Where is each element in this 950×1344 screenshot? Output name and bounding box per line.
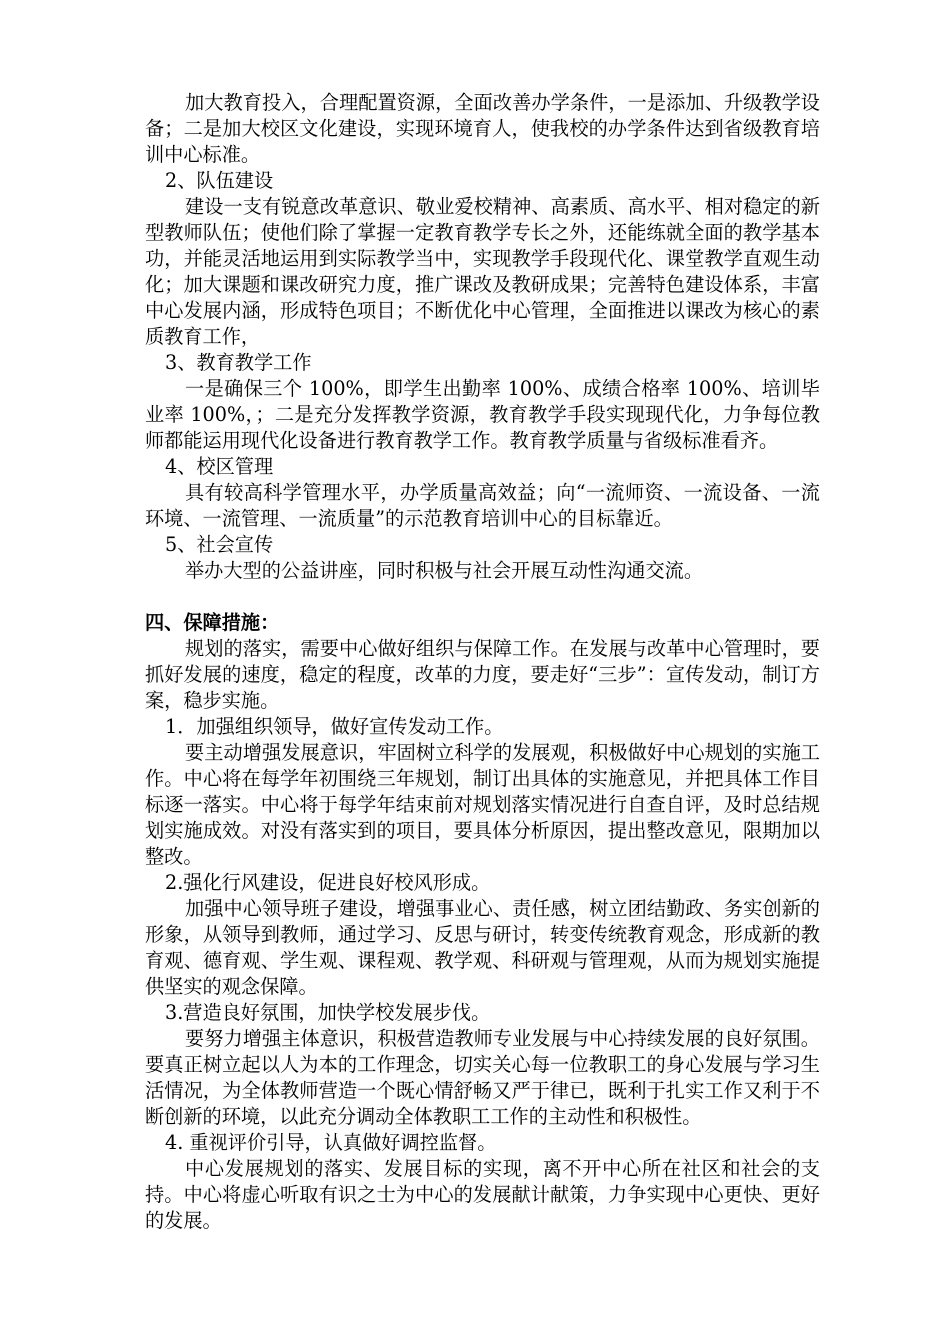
body-paragraph: 要主动增强发展意识，牢固树立科学的发展观，积极做好中心规划的实施工作。中心将在每学年初围绕三年规划，制订出具体的实施意见，并把具体工作目标逐一落实。中心将于每学年结束前对规划落实情况进行自查自评，及时总结规划实施成效。对没有落实到的项目，要具体分析原因，提出整改意见，限期加以整改。 [145,741,820,868]
body-paragraph: 具有较高科学管理水平，办学质量高效益；向“一流师资、一流设备、一流环境、一流管理、一流质量”的示范教育培训中心的目标靠近。 [145,481,820,530]
body-paragraph: 建设一支有锐意改革意识、敬业爱校精神、高素质、高水平、相对稳定的新型教师队伍；使他们除了掌握一定教育教学专长之外，还能练就全面的教学基本功，并能灵活地运用到实际教学当中，实现教学手段现代化、课堂教学直观生动化；加大课题和课改研究力度，推广课改及教研成果；完善特色建设体系，丰富中心发展内涵，形成特色项目；不断优化中心管理，全面推进以课改为核心的素质教育工作， [145,195,820,348]
subsection-heading: 3、教育教学工作 [165,351,312,374]
subsection-heading: 5、社会宣传 [165,533,274,556]
document-body [145,90,820,1234]
body-paragraph: 举办大型的公益讲座，同时积极与社会开展互动性沟通交流。 [185,559,704,582]
body-paragraph: 一是确保三个 100%，即学生出勤率 100%、成绩合格率 100%、培训毕业率 100%，；二是充分发挥教学资源，教育教学手段实现现代化，力争每位教师都能运用现代化设备进行教育教学工作。教育教学质量与省级标准看齐。 [145,377,820,452]
body-paragraph: 中心发展规划的落实、发展目标的实现，离不开中心所在社区和社会的支持。中心将虚心听取有识之士为中心的发展献计献策，力争实现中心更快、更好的发展。 [145,1157,820,1232]
subsection-heading: 3.营造良好氛围，加快学校发展步伐。 [165,1001,491,1024]
body-paragraph: 规划的落实，需要中心做好组织与保障工作。在发展与改革中心管理时，要抓好发展的速度，稳定的程度，改革的力度，要走好“三步”：宣传发动，制订方案，稳步实施。 [145,637,820,712]
body-paragraph: 加强中心领导班子建设，增强事业心、责任感，树立团结勤政、务实创新的形象，从领导到教师，通过学习、反思与研讨，转变传统教育观念，形成新的教育观、德育观、学生观、课程观、教学观、科研观与管理观，从而为规划实施提供坚实的观念保障。 [145,897,820,998]
subsection-heading: 4. 重视评价引导，认真做好调控监督。 [165,1131,497,1154]
body-paragraph: 要努力增强主体意识，积极营造教师专业发展与中心持续发展的良好氛围。要真正树立起以人为本的工作理念，切实关心每一位教职工的身心发展与学习生活情况，为全体教师营造一个既心情舒畅又严于律已，既利于扎实工作又利于不断创新的环境，以此充分调动全体教职工工作的主动性和积极性。 [145,1027,820,1128]
subsection-heading: 1．加强组织领导，做好宣传发动工作。 [165,715,504,738]
section-heading: 四、保障措施： [145,611,280,634]
subsection-heading: 2、队伍建设 [165,169,274,192]
body-paragraph: 加大教育投入，合理配置资源，全面改善办学条件，一是添加、升级教学设备；二是加大校区文化建设，实现环境育人，使我校的办学条件达到省级教育培训中心标准。 [145,91,820,166]
subsection-heading: 4、校区管理 [165,455,274,478]
subsection-heading: 2.强化行风建设，促进良好校风形成。 [165,871,491,894]
